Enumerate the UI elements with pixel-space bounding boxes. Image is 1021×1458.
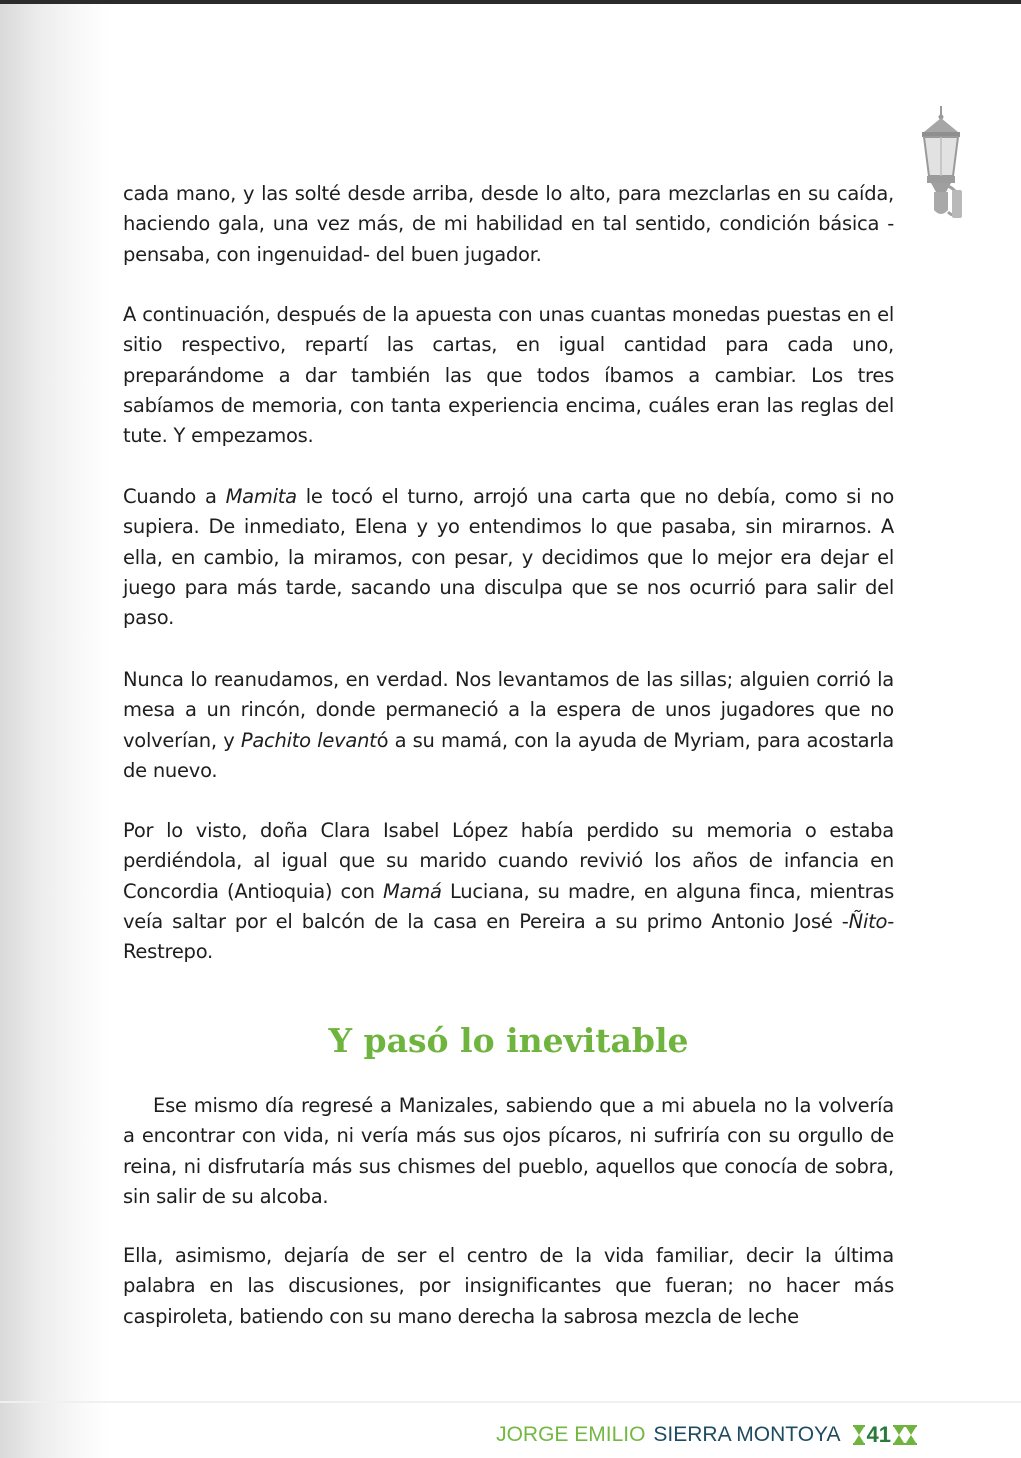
- page-number-ornament: [853, 1422, 917, 1448]
- page-top-edge: [0, 0, 1021, 4]
- footer-divider: [0, 1401, 1021, 1403]
- section-heading: Y pasó lo inevitable: [328, 1021, 689, 1060]
- author-first-name: JORGE EMILIO: [496, 1423, 646, 1446]
- author-last-name: SIERRA MONTOYA: [653, 1423, 841, 1446]
- hourglass-icon: [905, 1425, 917, 1445]
- wall-lantern-icon: [914, 106, 968, 222]
- section-paragraph-2: Ella, asimismo, dejaría de ser el centro de la vida familiar, decir la última palabra en las discusiones, por insignificantes que fueran; no hacer más caspiroleta, batiendo con su mano derecha la sabrosa mezcla de leche: [123, 1244, 894, 1328]
- paragraph-5: Por lo visto, doña Clara Isabel López había perdido su memoria o estaba perdiéndola, al igual que su marido cuando revivió los años de infancia en Concordia (Antioquia) con Mamá Luciana, su madre, en alguna finca, mientras veía saltar por el balcón de la casa en Pereira a su primo Antonio José -Ñito- Restrepo.: [123, 819, 894, 964]
- paragraph-2: A continuación, después de la apuesta con unas cuantas monedas puestas en el sitio respectivo, repartí las cartas, en igual cantidad para cada uno, preparándome a dar también las que todos íbamos a cambiar. Los tres sabíamos de memoria, con tanta experiencia encima, cuáles eran las reglas del tute. Y empezamos.: [123, 303, 894, 448]
- paragraph-4: Nunca lo reanudamos, en verdad. Nos levantamos de las sillas; alguien corrió la mesa a un rincón, donde permaneció a la espera de unos jugadores que no volverían, y Pachito levantó a su mamá, con la ayuda de Myriam, para acostarla de nuevo.: [123, 668, 894, 782]
- paragraph-3: Cuando a Mamita le tocó el turno, arrojó una carta que no debía, como si no supiera. De inmediato, Elena y yo entendimos lo que pasaba, sin mirarnos. A ella, en cambio, la miramos, con pesar, y decidimos que lo mejor era dejar el juego para más tarde, sacando una disculpa que se nos ocurrió para salir del paso.: [123, 485, 894, 630]
- paragraph-1: cada mano, y las solté desde arriba, desde lo alto, para mezclarlas en su caída, haciendo gala, una vez más, de mi habilidad en tal sentido, condición básica -pensaba, con ingenuidad- del buen jugador.: [123, 182, 894, 266]
- hourglass-icon: [893, 1425, 905, 1445]
- page-footer: [496, 1420, 917, 1450]
- hourglass-icon: [853, 1425, 865, 1445]
- section-paragraph-1: Ese mismo día regresé a Manizales, sabiendo que a mi abuela no la volvería a encontrar con vida, ni vería más sus ojos pícaros, ni sufriría con su orgullo de reina, ni disfrutaría más sus chismes del pueblo, aquellos que conocía de sobra, sin salir de su alcoba.: [123, 1094, 894, 1208]
- page-number: 41: [866, 1422, 891, 1447]
- book-spine-shadow: [0, 4, 110, 1458]
